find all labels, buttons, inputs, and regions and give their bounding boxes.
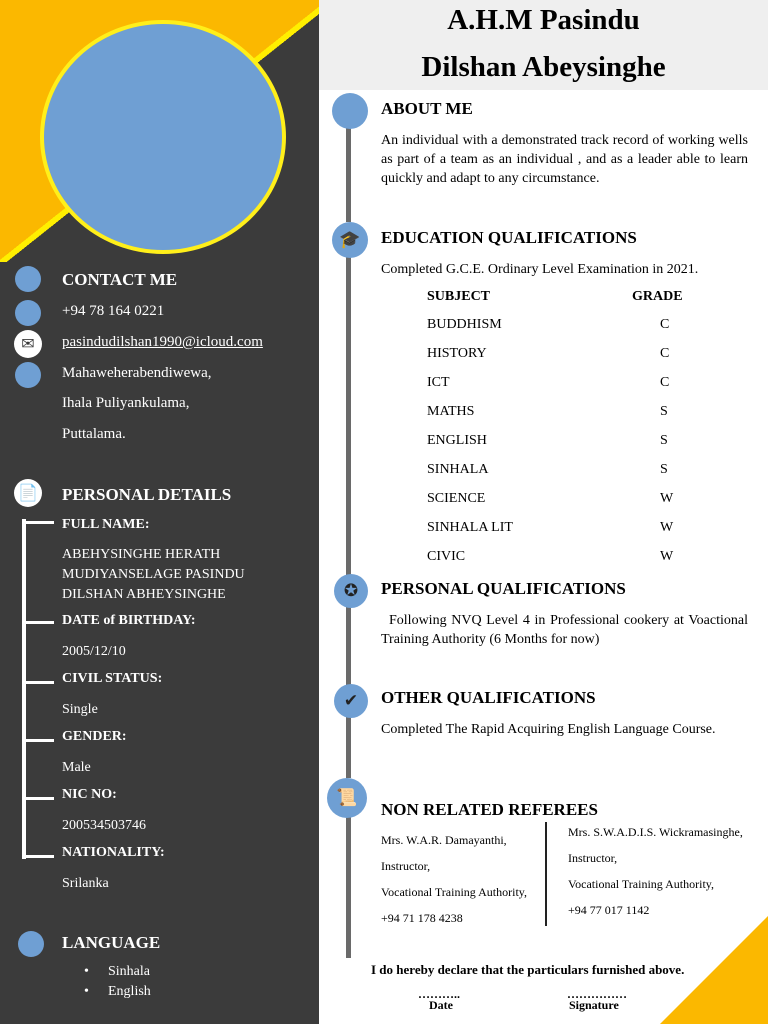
language-item: • Sinhala [108, 964, 150, 980]
subject-cell: SINHALA LIT [427, 520, 513, 535]
certified-badge-icon: ✔ [334, 684, 368, 718]
mail-icon: ✉ [14, 330, 42, 358]
timeline-line [22, 519, 26, 859]
timeline-line [346, 716, 351, 778]
language-heading: LANGUAGE [62, 933, 161, 952]
subject-cell: MATHS [427, 404, 475, 419]
address-line: Ihala Puliyankulama, [62, 395, 190, 411]
timeline-tick [26, 797, 54, 800]
contact-bullet-icon [15, 266, 41, 292]
phone-icon [15, 300, 41, 326]
civil-status-value: Single [62, 702, 98, 717]
declaration-text: I do hereby declare that the particulars furnished above. [371, 962, 685, 977]
grade-cell: W [660, 549, 674, 564]
subject-cell: CIVIC [427, 549, 466, 564]
grade-column-header: GRADE [632, 289, 683, 304]
subject-cell: ICT [427, 375, 450, 390]
other-qual-text: Completed The Rapid Acquiring English Language Course. [381, 722, 716, 737]
address-line: Puttalama. [62, 426, 126, 442]
about-text: An individual with a demonstrated track record of working wells as part of a team as an individual , and as a leader able to learn quickly and adapt to any circumstance. [381, 133, 748, 186]
about-bullet-icon [332, 93, 368, 129]
referee-line: Mrs. W.A.R. Damayanthi, [381, 833, 507, 847]
grade-cell: W [660, 520, 674, 535]
language-bullet-icon [18, 931, 44, 957]
signature-dots: …………… [567, 987, 627, 1001]
nic-label: NIC NO: [62, 787, 117, 802]
graduation-cap-icon: 🎓 [332, 222, 368, 258]
timeline-tick [26, 521, 54, 524]
referee-left [381, 827, 527, 931]
gender-label: GENDER: [62, 729, 127, 744]
personal-heading: PERSONAL DETAILS [62, 485, 232, 504]
referee-line: +94 71 178 4238 [381, 911, 463, 925]
timeline-line [346, 256, 351, 576]
personal-qual-heading: PERSONAL QUALIFICATIONS [381, 579, 626, 598]
timeline-tick [26, 855, 54, 858]
referees-heading: NON RELATED REFEREES [381, 800, 598, 819]
referee-line: Vocational Training Authority, [568, 877, 715, 891]
about-heading: ABOUT ME [381, 99, 473, 118]
timeline-tick [26, 621, 54, 624]
name-title-line1: A.H.M Pasindu [447, 4, 640, 36]
address-line: Mahaweherabendiwewa, [62, 365, 212, 381]
contact-heading: CONTACT ME [62, 270, 178, 289]
subject-cell: SCIENCE [427, 491, 486, 506]
timeline-line [346, 118, 351, 222]
full-name-label: FULL NAME: [62, 517, 150, 532]
referee-line: +94 77 017 1142 [568, 903, 650, 917]
referee-line: Mrs. S.W.A.D.I.S. Wickramasinghe, [568, 825, 743, 839]
badge-icon: ✪ [334, 574, 368, 608]
grade-cell: C [660, 346, 670, 361]
education-heading: EDUCATION QUALIFICATIONS [381, 228, 637, 247]
grade-cell: S [660, 404, 668, 419]
location-icon [15, 362, 41, 388]
dob-label: DATE of BIRTHDAY: [62, 613, 196, 628]
certificate-icon: 📜 [327, 778, 367, 818]
referee-line: Instructor, [381, 859, 431, 873]
date-dots: ……….. [418, 987, 460, 1001]
nationality-value: Srilanka [62, 876, 109, 891]
civil-status-label: CIVIL STATUS: [62, 671, 163, 686]
timeline-tick [26, 681, 54, 684]
timeline-tick [26, 739, 54, 742]
document-icon: 📄 [14, 479, 42, 507]
timeline-line [346, 606, 351, 688]
referee-line: Instructor, [568, 851, 618, 865]
grade-cell: S [660, 433, 668, 448]
grade-cell: C [660, 375, 670, 390]
grade-cell: S [660, 462, 668, 477]
grade-cell: C [660, 317, 670, 332]
name-title-line2: Dilshan Abeysinghe [421, 51, 666, 83]
referee-right [568, 819, 743, 923]
education-intro: Completed G.C.E. Ordinary Level Examination in 2021. [381, 262, 699, 277]
personal-qual-text: Following NVQ Level 4 in Professional cookery at Voactional Training Authority (6 Months for now) [381, 613, 748, 647]
signature-label: Signature [569, 998, 619, 1012]
language-item: • English [108, 984, 151, 1000]
other-qual-heading: OTHER QUALIFICATIONS [381, 688, 596, 707]
nic-value: 200534503746 [62, 818, 146, 833]
full-name-value: ABEHYSINGHE HERATH MUDIYANSELAGE PASINDU DILSHAN ABHEYSINGHE [62, 547, 245, 602]
grade-cell: W [660, 491, 674, 506]
contact-phone: +94 78 164 0221 [62, 303, 165, 319]
profile-photo [40, 20, 286, 254]
referee-divider [545, 822, 547, 926]
sidebar [0, 0, 319, 1024]
date-label: Date [429, 998, 453, 1012]
dob-value: 2005/12/10 [62, 644, 126, 659]
subject-cell: BUDDHISM [427, 317, 502, 332]
subject-cell: SINHALA [427, 462, 489, 477]
timeline-line [346, 812, 351, 958]
subject-column-header: SUBJECT [427, 289, 491, 304]
subject-cell: HISTORY [427, 346, 487, 361]
subject-cell: ENGLISH [427, 433, 487, 448]
gender-value: Male [62, 760, 91, 775]
contact-email[interactable]: pasindudilshan1990@icloud.com [62, 334, 263, 350]
nationality-label: NATIONALITY: [62, 845, 165, 860]
referee-line: Vocational Training Authority, [381, 885, 528, 899]
